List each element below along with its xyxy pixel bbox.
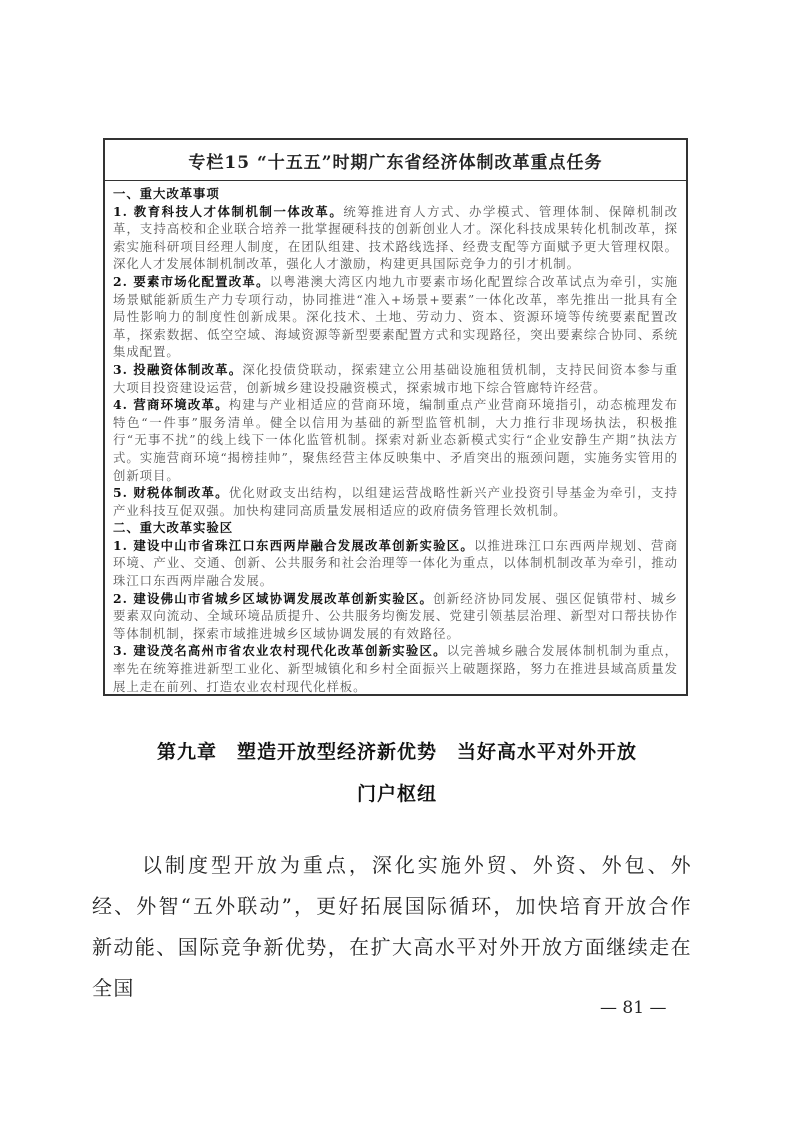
pilot-zone-item <box>113 642 678 695</box>
item-heading: 2. 要素市场化配置改革。 <box>113 273 270 289</box>
page-number: — 81 — <box>600 998 667 1018</box>
item-heading: 2. 建设佛山市省城乡区域协调发展改革创新实验区。 <box>113 590 434 606</box>
item-text: 创新经济协同发展、强区促镇带村、城乡要素双向流动、全域环境品质提升、公共服务均衡发展、党建引领基层治理、新型对口帮扶协作等体制机制，探索市域推进城乡区域协调发展的有效路径。 <box>113 590 678 641</box>
reform-item <box>113 273 678 361</box>
column-body <box>105 181 686 695</box>
chapter-title-line2: 门户枢纽 <box>356 783 437 805</box>
body-paragraph: 以制度型开放为重点，深化实施外贸、外资、外包、外经、外智“五外联动”，更好拓展国际循环，加快培育开放合作新动能、国际竞争新优势，在扩大高水平对外开放方面继续走在全国 <box>92 853 692 1000</box>
reform-item <box>113 361 678 396</box>
column-title: 专栏15 “十五五”时期广东省经济体制改革重点任务 <box>105 140 686 181</box>
item-text: 构建与产业相适应的营商环境，编制重点产业营商环境指引，动态梳理发布特色“一件事”服务清单。健全以信用为基础的新型监管机制，大力推行非现场执法，积极推行“无事不扰”的线上线下一体化监管机制。探索对新业态新模式实行“企业安静生产期”执法方式。实施营商环境“揭榜挂帅”，聚焦经营主体反映集中、矛盾突出的瓶颈问题，实施务实管用的创新项目。 <box>113 397 679 483</box>
chapter-title-line1: 第九章 塑造开放型经济新优势 当好高水平对外开放 <box>156 741 637 763</box>
item-heading: 3. 投融资体制改革。 <box>113 361 243 377</box>
item-text: 深化投债贷联动，探索建立公用基础设施租赁机制，支持民间资本参与重大项目投资建设运营，创新城乡建设投融资模式，探索城市地下综合管廊特许经营。 <box>113 361 678 395</box>
item-heading: 1. 建设中山市省珠江口东西两岸融合发展改革创新实验区。 <box>113 537 474 553</box>
section-heading-pilot-zones: 二、重大改革实验区 <box>113 520 234 536</box>
item-text: 以完善城乡融合发展体制机制为重点，率先在统筹推进新型工业化、新型城镇化和乡村全面振兴上破题探路，努力在推进县域高质量发展上走在前列、打造农业农村现代化样板。 <box>113 643 678 694</box>
reform-item <box>113 396 678 484</box>
item-text: 统筹推进育人方式、办学模式、管理体制、保障机制改革，支持高校和企业联合培养一批掌握硬科技的创新创业人才。深化科技成果转化机制改革，探索实施科研项目经理人制度，在团队组建、技术路线选择、经费支配等方面赋予更大管理权限。深化人才发展体制机制改革，强化人才激励，构建更具国际竞争力的引才机制。 <box>113 203 678 272</box>
item-heading: 3. 建设茂名高州市省农业农村现代化改革创新实验区。 <box>113 643 447 659</box>
item-heading: 4. 营商环境改革。 <box>113 397 229 413</box>
section-heading-reforms: 一、重大改革事项 <box>113 186 220 201</box>
item-text: 以推进珠江口东西两岸规划、营商环境、产业、交通、创新、公共服务和社会治理等一体化为重点，以体制机制改革为牵引，推动珠江口东西两岸融合发展。 <box>113 537 678 589</box>
item-text: 优化财政支出结构，以组建运营战略性新兴产业投资引导基金为牵引，支持产业科技互促双强。加快构建同高质量发展相适应的政府债务管理长效机制。 <box>113 485 679 518</box>
column-box-15 <box>103 138 688 696</box>
reform-item <box>113 203 678 273</box>
pilot-zone-item <box>113 537 678 590</box>
reform-item <box>113 484 678 519</box>
item-heading: 5. 财税体制改革。 <box>113 485 229 501</box>
pilot-zone-item <box>113 590 678 643</box>
item-heading: 1. 教育科技人才体制机制一体改革。 <box>113 203 344 219</box>
item-text: 以粤港澳大湾区内地九市要素市场化配置综合改革试点为牵引，实施场景赋能新质生产力专项行动，协同推进“准入+场景+要素”一体化改革，率先推出一批具有全局性影响力的制度性创新成果。深化技术、土地、劳动力、资本、资源环境等传统要素配置改革，探索数据、低空空域、海域资源等新型要素配置方式和实现路径，突出要素综合协同、系统集成配置。 <box>113 273 678 360</box>
